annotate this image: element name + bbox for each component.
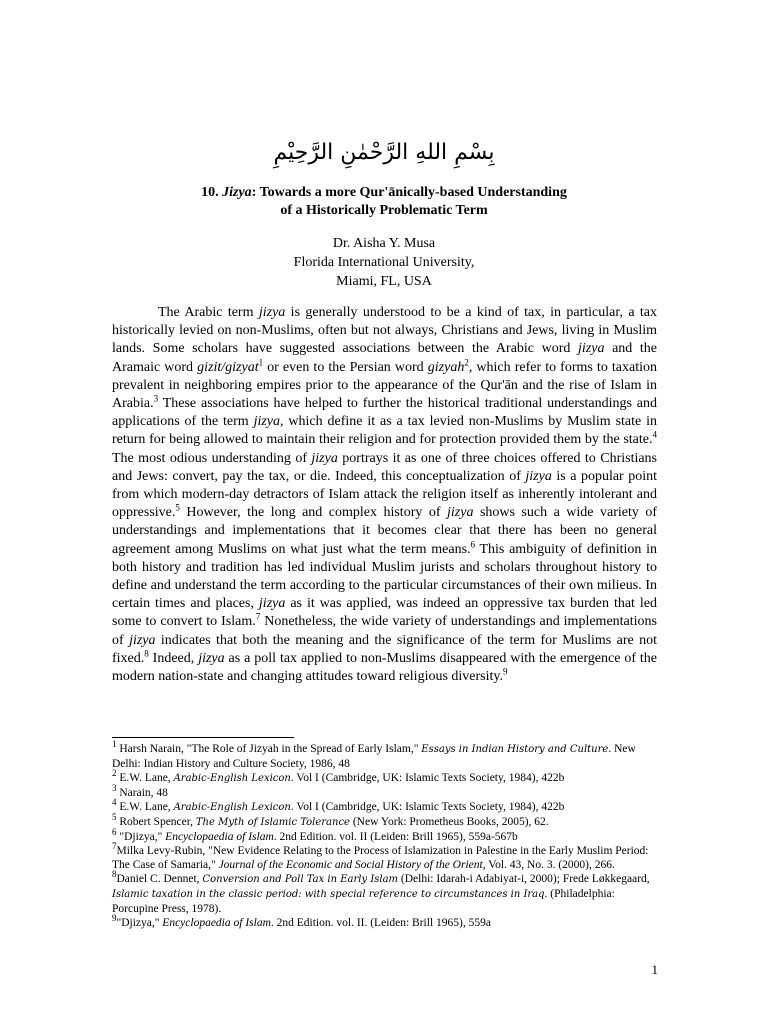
footnote-source-title: Encyclopaedia of Islam: [165, 831, 274, 843]
footnote-text: , Vol. 43, No. 3. (2000), 266.: [482, 859, 615, 871]
title-line-1: [0, 184, 768, 202]
text-run: Nonetheless, the wide variety of understandings and implementations of: [112, 614, 657, 648]
text-run: However, the long and complex history of: [179, 505, 447, 521]
title-rest: : Towards a more Qur'ānically-based Understanding: [251, 185, 567, 200]
footnote-6: [112, 827, 657, 844]
footnote-3: [112, 783, 657, 800]
text-run: is a popular point from which modern-day detractors of Islam attack the religion itself as inherently intolerant and oppressive.: [112, 468, 657, 521]
term-jizya: jizya: [258, 305, 286, 320]
footnote-text: . Vol I (Cambridge, UK: Islamic Texts Society, 1984), 422b: [290, 772, 565, 784]
author-name: Dr. Aisha Y. Musa: [332, 236, 436, 251]
footnote-text: "Djizya,": [116, 917, 163, 929]
text-run: as it was applied, was indeed an oppressive tax burden that led some to convert to Islam.: [112, 596, 657, 630]
page-number: 1: [651, 962, 658, 977]
footnote-text: Daniel C. Dennet,: [116, 873, 203, 885]
footnote-text: (New York: Prometheus Books, 2005), 62.: [349, 816, 549, 828]
footnote-text: Harsh Narain, "The Role of Jizyah in the Spread of Early Islam,": [116, 743, 422, 755]
footnote-4: [112, 797, 657, 815]
footnote-text: "Djizya,": [116, 831, 166, 843]
footnote-source-title: Encyclopaedia of Islam: [162, 917, 271, 929]
footnote-ref-1[interactable]: 1: [258, 356, 264, 367]
text-run: indicates that both the meaning and the significance of the term for Muslims are not fixed.: [112, 632, 657, 666]
author-block: [0, 234, 768, 291]
footnote-ref-5[interactable]: 5: [175, 502, 180, 513]
footnote-number: 6: [112, 827, 117, 838]
footnote-text: Milka Levy-Rubin, "New Evidence Relating to the Process of Islamization in Palestine in the Early Muslim Period: The Case of Samaria,": [112, 845, 649, 871]
footnote-source-title: Arabic-English Lexicon: [173, 773, 291, 784]
term-jizya: jizya: [258, 596, 286, 612]
footnote-source-title: Journal of the Economic and Social History of the Orient: [218, 859, 483, 871]
text-run: This ambiguity of definition in both history and tradition has led individual Muslim jurists and scholars throughout history to define and understand the term according to the particular circumstances of their own milieus. In certain times and places,: [112, 541, 657, 612]
term-jizya: jizya: [578, 341, 605, 357]
footnote-text: E.W. Lane,: [116, 801, 174, 813]
footnote-number: 2: [112, 768, 117, 779]
footnote-divider: [112, 737, 294, 738]
text-run: The Arabic term: [158, 305, 259, 320]
title-line-2: of a Historically Problematic Term: [280, 203, 488, 218]
footnote-text: . New Delhi: Indian History and Culture Society, 1986, 48: [112, 743, 636, 770]
footnote-source-title: Conversion and Poll Tax in Early Islam: [202, 874, 399, 885]
footnote-ref-3[interactable]: 3: [153, 393, 159, 404]
body-text: [112, 304, 657, 686]
footnote-text: . Vol I (Cambridge, UK: Islamic Texts Society, 1984), 422b: [290, 801, 565, 813]
article-title: [0, 184, 768, 220]
footnote-number: 8: [112, 869, 117, 880]
footnote-text: . 2nd Edition. vol. II. (Leiden: Brill 1965), 559a: [270, 917, 491, 929]
text-run: These associations have helped to further the historical traditional understandings and applications of the term: [112, 396, 657, 430]
text-run: portrays it as one of three choices offered to Christians and Jews: convert, pay the tax, or die. Indeed, this conceptualization of: [112, 450, 658, 484]
footnote-text: . (Philadelphia: Porcupine Press, 1978).: [112, 888, 615, 915]
author-location: Miami, FL, USA: [336, 274, 432, 289]
text-run: , which refer to forms to taxation prevalent in neighboring empires prior to the appearance of the Qur'ān and the rise of Islam in Arabia.: [112, 359, 658, 412]
footnote-number: 3: [112, 783, 117, 794]
footnote-source-title: Essays in Indian History and Culture: [421, 744, 609, 755]
text-run: and the Aramaic word: [112, 341, 657, 375]
term-jizya: jizya: [253, 414, 281, 430]
text-run: , which define it as a tax levied non-Muslims by Muslim state in return for being allowed to maintain their religion and for protection provided them by the state.: [112, 414, 657, 448]
footnote-source-title: Islamic taxation in the classic period: with special reference to circumstances in Iraq: [112, 889, 545, 900]
body-paragraph: [112, 304, 657, 686]
text-run: is generally understood to be a kind of tax, in particular, a tax historically levied on non-Muslims, often but not always, Christians and Jews, living in Muslim lands. Some scholars have suggested associations between the Arabic word: [112, 305, 657, 357]
footnote-1: [112, 739, 657, 771]
footnote-number: 1: [112, 739, 117, 750]
footnote-ref-2[interactable]: 2: [464, 356, 469, 367]
term-gizyah: gizyah: [427, 359, 465, 375]
footnote-7: [112, 841, 657, 872]
footnote-ref-6[interactable]: 6: [470, 538, 476, 549]
term-jizya: jizya: [447, 505, 474, 521]
footnote-2: [112, 768, 657, 786]
term-jizya: jizya: [311, 450, 338, 466]
author-affiliation: Florida International University,: [293, 255, 475, 270]
term-jizya: jizya: [198, 650, 225, 666]
text-run: Indeed,: [148, 650, 199, 666]
footnote-ref-9[interactable]: 9: [503, 666, 508, 677]
footnotes: [112, 739, 657, 930]
footnote-5: [112, 812, 657, 830]
footnote-number: 5: [112, 812, 117, 823]
footnote-text: Narain, 48: [116, 787, 168, 799]
basmala-heading: بِسْمِ اللهِ الرَّحْمٰنِ الرَّحِيْمِ: [273, 140, 495, 165]
footnote-text: E.W. Lane,: [116, 772, 174, 784]
text-run: The most odious understanding of: [112, 450, 312, 466]
footnote-9: [112, 913, 657, 930]
footnote-ref-4[interactable]: 4: [652, 429, 657, 440]
title-number: 10.: [201, 185, 219, 200]
footnote-number: 9: [112, 913, 117, 924]
footnote-8: [112, 869, 657, 916]
footnote-text: (Delhi: Idarah-i Adabiyat-i, 2000); Frede Løkkegaard,: [398, 873, 650, 885]
text-run: as a poll tax applied to non-Muslims disappeared with the emergence of the modern nation-state and changing attitudes toward religious diversity.: [112, 650, 658, 685]
text-run: or even to the Persian word: [263, 359, 428, 375]
footnote-text: Robert Spencer,: [116, 816, 196, 828]
term-jizya: jizya: [525, 468, 552, 484]
term-gizit: gizit/gizyat: [197, 359, 259, 375]
text-run: shows such a wide variety of understandings and implementations that it becomes clear that there has been no general agreement among Muslims on what just what the term means.: [112, 505, 657, 557]
footnote-text: . 2nd Edition. vol. II (Leiden: Brill 1965), 559a-567b: [273, 831, 518, 843]
footnote-source-title: Arabic-English Lexicon: [173, 802, 291, 813]
footnote-ref-8[interactable]: 8: [144, 648, 149, 659]
footnote-number: 4: [112, 797, 117, 808]
footnote-number: 7: [112, 841, 117, 852]
footnote-ref-7[interactable]: 7: [255, 611, 261, 622]
footnote-source-title: The Myth of Islamic Tolerance: [195, 817, 350, 828]
title-term: Jizya: [222, 185, 252, 200]
term-jizya: jizya: [129, 632, 156, 648]
